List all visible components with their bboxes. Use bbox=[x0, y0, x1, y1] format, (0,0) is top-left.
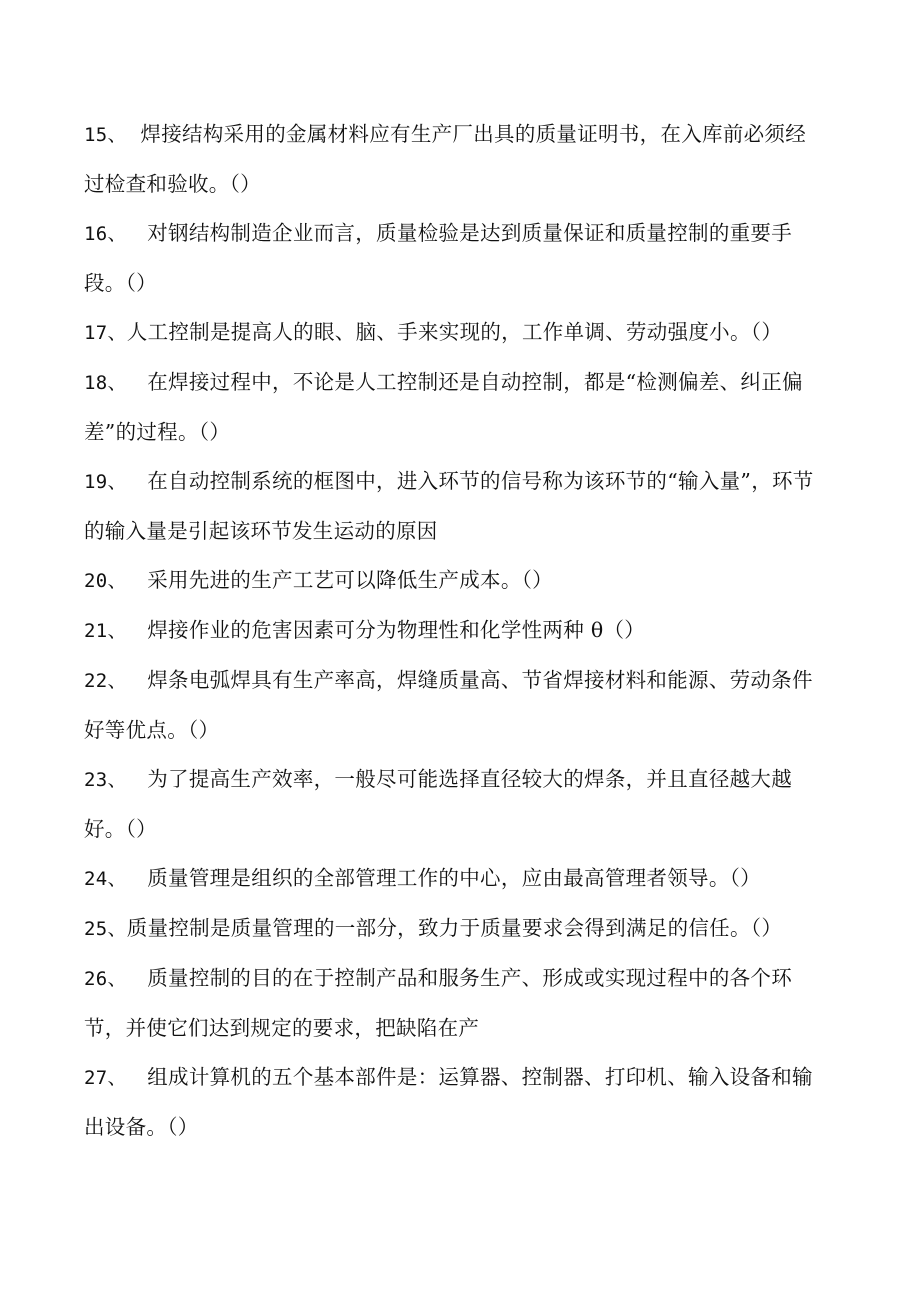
question-item bbox=[84, 904, 824, 954]
question-gap bbox=[127, 221, 147, 245]
question-number: 22、 bbox=[84, 670, 127, 692]
question-text: 人工控制是提高人的眼、脑、手来实现的，工作单调、劳动强度小。（） bbox=[126, 320, 783, 344]
question-text: 焊接结构采用的金属材料应有生产厂出具的质量证明书，在入库前必须经过检查和验收。（） bbox=[84, 122, 807, 196]
question-number: 15、 bbox=[84, 124, 127, 146]
question-text: 为了提高生产效率，一般尽可能选择直径较大的焊条，并且直径越大越好。（） bbox=[84, 767, 793, 841]
question-gap bbox=[127, 668, 147, 692]
question-gap bbox=[127, 370, 147, 394]
question-gap bbox=[127, 469, 147, 493]
question-text: 对钢结构制造企业而言，质量检验是达到质量保证和质量控制的重要手段。（） bbox=[84, 221, 793, 295]
question-item bbox=[84, 854, 824, 904]
question-list bbox=[84, 110, 824, 1152]
question-number: 19、 bbox=[84, 471, 127, 493]
question-gap bbox=[127, 568, 147, 592]
question-text: 质量管理是组织的全部管理工作的中心，应由最高管理者领导。（） bbox=[147, 866, 761, 890]
question-gap bbox=[127, 966, 147, 990]
question-number: 26、 bbox=[84, 968, 127, 990]
question-text: 在焊接过程中，不论是人工控制还是自动控制，都是“检测偏差、纠正偏差”的过程。（） bbox=[84, 370, 803, 444]
question-text: 焊接作业的危害因素可分为物理性和化学性两种 θ（） bbox=[147, 618, 646, 642]
question-text: 采用先进的生产工艺可以降低生产成本。（） bbox=[147, 568, 553, 592]
question-text: 质量控制是质量管理的一部分，致力于质量要求会得到满足的信任。（） bbox=[126, 916, 783, 940]
question-item bbox=[84, 209, 824, 308]
question-number: 17、 bbox=[84, 322, 127, 344]
question-number: 25、 bbox=[84, 918, 127, 940]
question-item bbox=[84, 755, 824, 854]
question-number: 18、 bbox=[84, 372, 127, 394]
question-item bbox=[84, 308, 824, 358]
question-text: 在自动控制系统的框图中，进入环节的信号称为该环节的“输入量”，环节的输入量是引起该环节发生运动的原因 bbox=[84, 469, 814, 543]
question-item bbox=[84, 358, 824, 457]
question-text: 组成计算机的五个基本部件是：运算器、控制器、打印机、输入设备和输出设备。（） bbox=[84, 1065, 813, 1139]
question-item bbox=[84, 954, 824, 1053]
question-gap bbox=[127, 122, 141, 146]
question-item bbox=[84, 556, 824, 606]
question-number: 20、 bbox=[84, 570, 127, 592]
question-number: 21、 bbox=[84, 620, 127, 642]
question-text: 焊条电弧焊具有生产率高，焊缝质量高、节省焊接材料和能源、劳动条件好等优点。（） bbox=[84, 668, 813, 742]
question-number: 23、 bbox=[84, 769, 127, 791]
question-gap bbox=[127, 1065, 147, 1089]
question-number: 24、 bbox=[84, 868, 127, 890]
question-item bbox=[84, 606, 824, 656]
question-item bbox=[84, 457, 824, 556]
question-gap bbox=[127, 866, 147, 890]
question-text: 质量控制的目的在于控制产品和服务生产、形成或实现过程中的各个环节，并使它们达到规定的要求，把缺陷在产 bbox=[84, 966, 793, 1040]
question-gap bbox=[127, 767, 147, 791]
question-gap bbox=[127, 618, 147, 642]
question-number: 27、 bbox=[84, 1067, 127, 1089]
question-number: 16、 bbox=[84, 223, 127, 245]
question-item bbox=[84, 1053, 824, 1152]
question-item bbox=[84, 656, 824, 755]
question-item bbox=[84, 110, 824, 209]
